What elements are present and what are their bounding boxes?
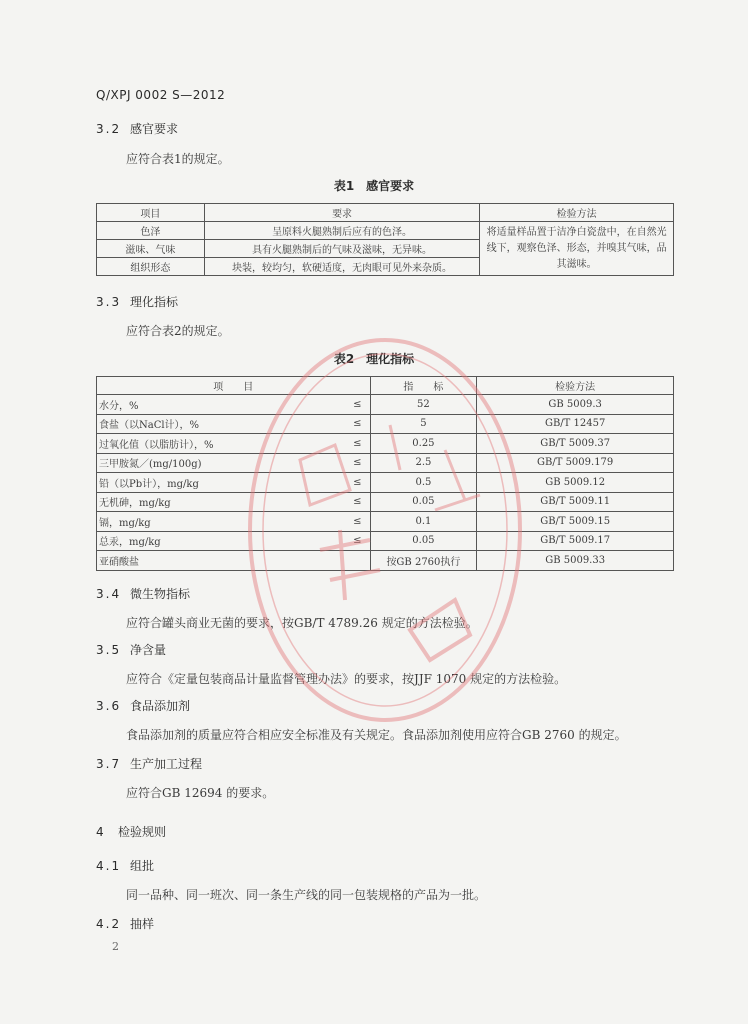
section-number: 4.1 <box>96 859 122 873</box>
table-cell: ≤ <box>314 453 370 473</box>
section-3-5-text: 应符合《定量包装商品计量监督管理办法》的要求，按JJF 1070 规定的方法检验。 <box>126 672 567 686</box>
table-cell: 水分，% <box>97 395 315 415</box>
section-4-1-text: 同一品种、同一班次、同一条生产线的同一包装规格的产品为一批。 <box>126 888 487 902</box>
section-title: 食品添加剂 <box>130 699 191 713</box>
section-title: 抽样 <box>130 917 155 931</box>
table-cell: 总汞，mg/kg <box>97 531 315 551</box>
section-number: 3.2 <box>96 122 122 136</box>
table-header: 检验方法 <box>477 377 674 395</box>
section-number: 3.4 <box>96 587 122 601</box>
section-title: 感官要求 <box>130 122 179 136</box>
section-3-6-heading <box>96 697 190 714</box>
table-cell: GB/T 5009.179 <box>477 453 674 473</box>
table-header: 项目 <box>97 204 205 222</box>
table-cell: GB/T 5009.11 <box>477 492 674 512</box>
section-3-5-heading <box>96 641 166 658</box>
table-cell: 过氧化值（以脂肪计），% <box>97 434 315 454</box>
section-4-1-heading <box>96 857 154 874</box>
table-cell: 组织形态 <box>97 258 205 276</box>
table-cell: 0.05 <box>370 531 477 551</box>
table-cell: 块装，较均匀，软硬适度，无肉眼可见外来杂质。 <box>204 258 479 276</box>
section-title: 微生物指标 <box>130 587 191 601</box>
section-3-3-text: 应符合表2的规定。 <box>126 324 230 338</box>
table-header: 项 目 <box>97 377 371 395</box>
section-3-2-text: 应符合表1的规定。 <box>126 152 230 166</box>
page-number: 2 <box>112 940 119 953</box>
table-cell: 呈原料火腿熟制后应有的色泽。 <box>204 222 479 240</box>
table-cell: 亚硝酸盐 <box>97 551 315 571</box>
table-header: 要求 <box>204 204 479 222</box>
table-cell: GB/T 5009.15 <box>477 512 674 532</box>
table-cell: 具有火腿熟制后的气味及滋味，无异味。 <box>204 240 479 258</box>
table-cell: 0.25 <box>370 434 477 454</box>
section-title: 生产加工过程 <box>130 757 203 771</box>
section-4-heading <box>96 823 166 840</box>
table-cell: 0.5 <box>370 473 477 493</box>
table-cell: 镉，mg/kg <box>97 512 315 532</box>
section-title: 检验规则 <box>118 825 167 839</box>
table-cell: ≤ <box>314 531 370 551</box>
table-cell: ≤ <box>314 492 370 512</box>
table2-physicochemical <box>96 376 674 571</box>
table-cell: ≤ <box>314 473 370 493</box>
table1-caption: 表1 感官要求 <box>333 179 415 193</box>
table-cell: 按GB 2760执行 <box>370 551 477 571</box>
section-number: 3.3 <box>96 295 122 309</box>
table-cell: ≤ <box>314 414 370 434</box>
table-cell: GB/T 5009.17 <box>477 531 674 551</box>
table-cell: 食盐（以NaCl计），% <box>97 414 315 434</box>
section-3-6-text: 食品添加剂的质量应符合相应安全标准及有关规定。食品添加剂使用应符合GB 2760 的规定。 <box>126 728 627 742</box>
table-cell: 5 <box>370 414 477 434</box>
table-cell: 铅（以Pb计），mg/kg <box>97 473 315 493</box>
table-cell: 三甲胺氮／(mg/100g) <box>97 453 315 473</box>
table-cell <box>314 551 370 571</box>
table-cell: 滋味、气味 <box>97 240 205 258</box>
table-cell: ≤ <box>314 512 370 532</box>
table-cell: GB/T 5009.37 <box>477 434 674 454</box>
table-cell: GB 5009.12 <box>477 473 674 493</box>
section-3-7-heading <box>96 755 202 772</box>
table-cell: GB 5009.3 <box>477 395 674 415</box>
section-number: 3.7 <box>96 757 122 771</box>
table-cell: GB/T 12457 <box>477 414 674 434</box>
section-title: 理化指标 <box>130 295 179 309</box>
table-header: 检验方法 <box>480 204 674 222</box>
table1-sensory <box>96 203 674 276</box>
section-number: 4.2 <box>96 917 122 931</box>
section-3-3-heading <box>96 293 178 310</box>
document-number: Q/XPJ 0002 S—2012 <box>96 88 226 102</box>
table-cell: 0.1 <box>370 512 477 532</box>
section-4-2-heading <box>96 915 154 932</box>
table2-caption: 表2 理化指标 <box>333 352 415 366</box>
table-cell: ≤ <box>314 434 370 454</box>
section-3-2-heading <box>96 120 178 137</box>
section-number: 4 <box>96 825 106 839</box>
table-cell: 52 <box>370 395 477 415</box>
table-cell: GB 5009.33 <box>477 551 674 571</box>
section-3-7-text: 应符合GB 12694 的要求。 <box>126 786 275 800</box>
section-title: 组批 <box>130 859 155 873</box>
table-cell: 色泽 <box>97 222 205 240</box>
section-3-4-text: 应符合罐头商业无菌的要求，按GB/T 4789.26 规定的方法检验。 <box>126 616 478 630</box>
table-cell: 无机砷，mg/kg <box>97 492 315 512</box>
section-number: 3.5 <box>96 643 122 657</box>
table-cell: 2.5 <box>370 453 477 473</box>
table-header: 指 标 <box>370 377 477 395</box>
table-cell: 0.05 <box>370 492 477 512</box>
section-3-4-heading <box>96 585 190 602</box>
table-cell-method: 将适量样品置于洁净白瓷盘中，在自然光线下，观察色泽、形态，并嗅其气味，品其滋味。 <box>480 222 674 276</box>
table-cell: ≤ <box>314 395 370 415</box>
section-title: 净含量 <box>130 643 167 657</box>
section-number: 3.6 <box>96 699 122 713</box>
